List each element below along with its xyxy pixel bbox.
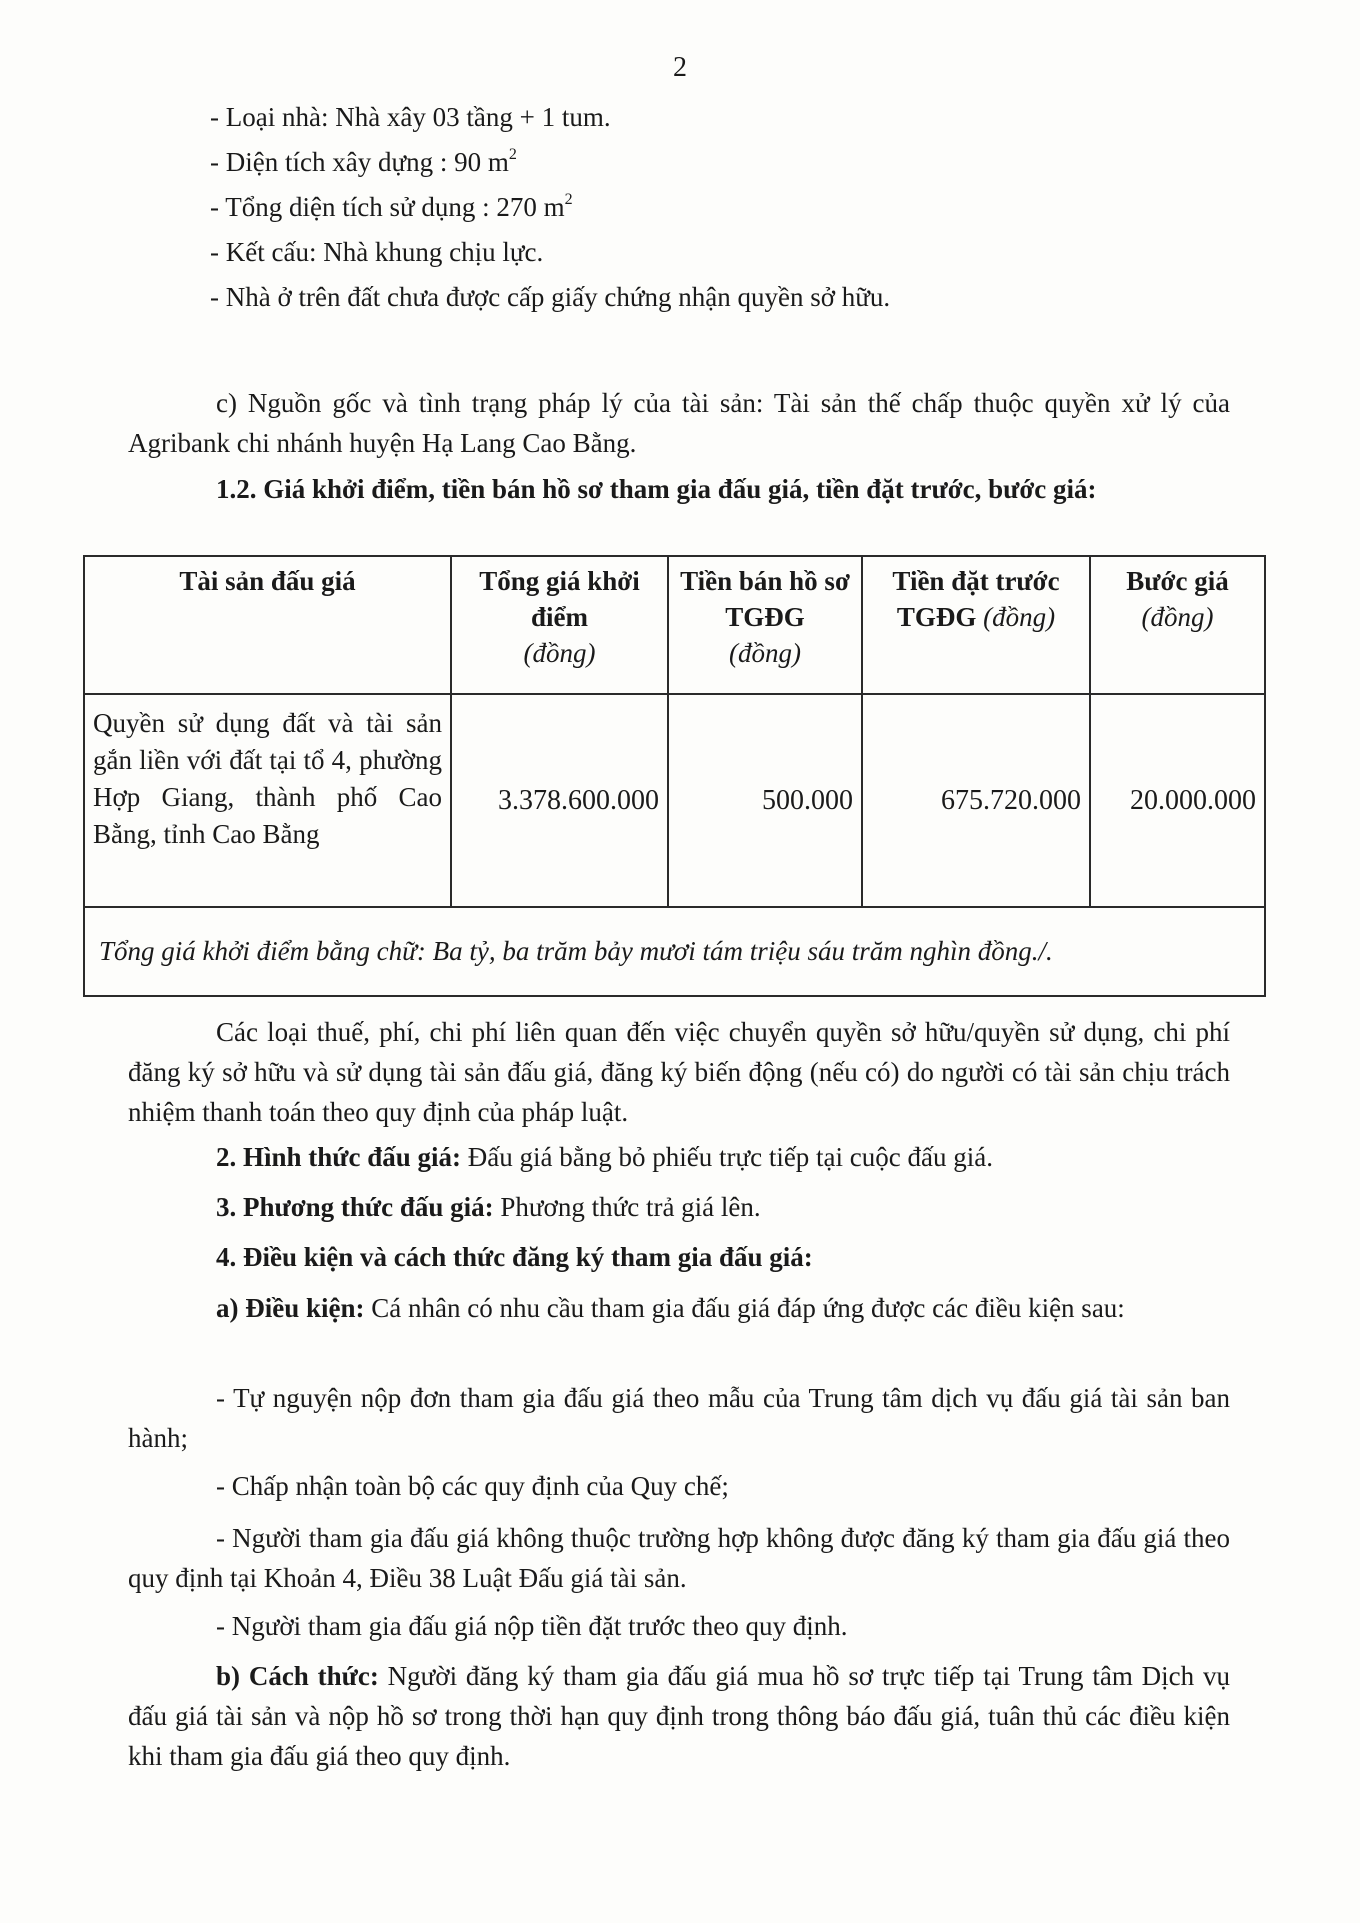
section-2-text: Đấu giá bằng bỏ phiếu trực tiếp tại cuộc đấu giá. <box>461 1142 993 1172</box>
section-4-heading: 4. Điều kiện và cách thức đăng ký tham gia đấu giá: <box>216 1242 813 1272</box>
table-row <box>84 694 1265 907</box>
property-detail-text: - Kết cấu: Nhà khung chịu lực. <box>210 237 544 267</box>
header-unit: (đồng) <box>983 602 1056 632</box>
header-title: Tiền đặt trước TGĐG <box>892 566 1060 632</box>
header-title: Tổng giá khởi điểm <box>479 566 640 632</box>
property-detail-build-area <box>210 145 517 179</box>
property-detail-text: - Loại nhà: Nhà xây 03 tầng + 1 tum. <box>210 102 611 132</box>
superscript: 2 <box>508 146 517 163</box>
property-detail-structure <box>210 235 543 269</box>
header-title: Bước giá <box>1126 566 1229 596</box>
header-title: Tài sản đấu giá <box>179 566 356 596</box>
condition-item: - Tự nguyện nộp đơn tham gia đấu giá theo mẫu của Trung tâm dịch vụ đấu giá tài sản ban hành; <box>128 1383 1230 1453</box>
header-asset <box>84 556 451 694</box>
price-table <box>83 555 1266 997</box>
header-unit: (đồng) <box>729 638 801 668</box>
property-detail-text: - Diện tích xây dựng : 90 m <box>210 147 509 177</box>
property-detail-house-type <box>210 100 611 134</box>
section-2 <box>216 1140 993 1174</box>
conditions-paragraph <box>128 1288 1230 1328</box>
header-unit: (đồng) <box>1141 602 1214 632</box>
cell-document-fee: 500.000 <box>668 694 862 907</box>
conditions-label: a) Điều kiện: <box>216 1293 365 1323</box>
method-paragraph <box>128 1656 1230 1776</box>
property-detail-text: - Tổng diện tích sử dụng : 270 m <box>210 192 565 222</box>
tax-paragraph: Các loại thuế, phí, chi phí liên quan đến việc chuyển quyền sở hữu/quyền sử dụng, chi phí đăng ký sở hữu và sử dụng tài sản đấu giá, đăng ký biến động (nếu có) do người có tài sản chịu trách nhiệm thanh toán theo quy định của pháp luật. <box>128 1017 1230 1127</box>
header-title: Tiền bán hồ sơ TGĐG <box>680 566 850 632</box>
cell-price-in-words: Tổng giá khởi điểm bằng chữ: Ba tỷ, ba trăm bảy mươi tám triệu sáu trăm nghìn đồng./. <box>84 907 1265 996</box>
property-detail-certificate <box>210 280 890 314</box>
section-2-label: 2. Hình thức đấu giá: <box>216 1142 462 1172</box>
header-unit: (đồng) <box>523 638 596 668</box>
section-1-2-heading: 1.2. Giá khởi điểm, tiền bán hồ sơ tham gia đấu giá, tiền đặt trước, bước giá: <box>216 474 1097 504</box>
page-number: 2 <box>673 52 687 83</box>
superscript: 2 <box>564 191 573 208</box>
cell-starting-price: 3.378.600.000 <box>451 694 668 907</box>
header-starting-price <box>451 556 668 694</box>
condition-item: - Người tham gia đấu giá không thuộc trường hợp không được đăng ký tham gia đấu giá theo quy định tại Khoản 4, Điều 38 Luật Đấu giá tài sản. <box>128 1523 1230 1593</box>
header-deposit <box>862 556 1090 694</box>
conditions-text: Cá nhân có nhu cầu tham gia đấu giá đáp ứng được các điều kiện sau: <box>364 1293 1125 1323</box>
section-3 <box>216 1190 761 1224</box>
table-header-row <box>84 556 1265 694</box>
header-document-fee <box>668 556 862 694</box>
section-3-text: Phương thức trả giá lên. <box>493 1192 761 1222</box>
condition-item: - Chấp nhận toàn bộ các quy định của Quy chế; <box>216 1471 729 1501</box>
property-detail-total-area <box>210 190 573 224</box>
origin-paragraph: c) Nguồn gốc và tình trạng pháp lý của tài sản: Tài sản thế chấp thuộc quyền xử lý của Agribank chi nhánh huyện Hạ Lang Cao Bằng. <box>128 388 1230 458</box>
method-text: Người đăng ký tham gia đấu giá mua hồ sơ trực tiếp tại Trung tâm Dịch vụ đấu giá tài sản và nộp hồ sơ trong thời hạn quy định trong thông báo đấu giá, tuân thủ các điều kiện khi tham gia đấu giá theo quy định. <box>128 1661 1230 1771</box>
property-detail-text: - Nhà ở trên đất chưa được cấp giấy chứng nhận quyền sở hữu. <box>210 282 891 312</box>
header-bid-step <box>1090 556 1265 694</box>
table-footer-row <box>84 907 1265 996</box>
method-label: b) Cách thức: <box>216 1661 379 1691</box>
condition-item: - Người tham gia đấu giá nộp tiền đặt trước theo quy định. <box>216 1611 848 1641</box>
cell-deposit: 675.720.000 <box>862 694 1090 907</box>
cell-asset: Quyền sử dụng đất và tài sản gắn liền với đất tại tổ 4, phường Hợp Giang, thành phố Cao Bằng, tỉnh Cao Bằng <box>84 694 451 907</box>
cell-bid-step: 20.000.000 <box>1090 694 1265 907</box>
section-3-label: 3. Phương thức đấu giá: <box>216 1192 494 1222</box>
